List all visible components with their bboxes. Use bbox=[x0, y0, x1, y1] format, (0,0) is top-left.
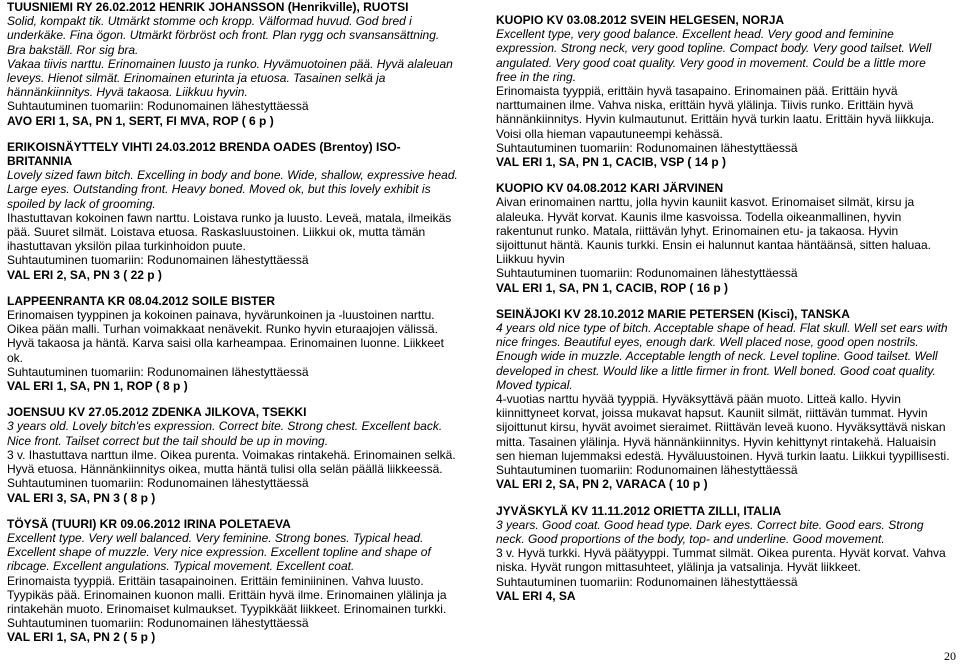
entry-text-line: Voisi olla hieman vapautuneempi kehässä. bbox=[496, 126, 723, 141]
entry-text-line: ihastuttavan yksilön pilaa turkinhoidon puute. bbox=[7, 239, 246, 254]
entry-text-line: free in the ring. bbox=[496, 69, 577, 84]
entry-heading: TUUSNIEMI RY 26.02.2012 HENRIK JOHANSSON (Henrikville), RUOTSI bbox=[7, 0, 409, 14]
entry-text-line: 4-vuotias narttu hyvää tyyppiä. Hyväksyttävä pään muoto. Litteä kallo. Hyvin bbox=[496, 392, 901, 407]
entry-text-line: Oikea pään malli. Turhan voimakkaat nenävekit. Runko hyvin eturaajojen välissä. bbox=[7, 322, 438, 337]
entry-text-line: Excellent type. Very well balanced. Very feminine. Strong bones. Typical head. bbox=[7, 530, 424, 545]
entry-text-line: Large eyes. Outstanding front. Heavy boned. Moved ok, but this lovely exhibit is bbox=[7, 182, 431, 197]
entry-text-line: 3 v. Ihastuttava narttun ilme. Oikea purenta. Voimakas rintakehä. Erinomainen selkä. bbox=[7, 447, 456, 462]
entry-result: VAL ERI 1, SA, PN 1, ROP ( 8 p ) bbox=[7, 379, 188, 394]
entry-result: VAL ERI 4, SA bbox=[496, 588, 576, 603]
entry-temperament: Suhtautuminen tuomariin: Rodunomainen lähestyttäessä bbox=[496, 574, 798, 589]
entry-text-line: pää. Suuret silmät. Loistava etuosa. Raskasluustoinen. Liikkui ok, mutta tämän bbox=[7, 225, 426, 240]
entry-text-line: ok. bbox=[7, 350, 24, 365]
entry-result: AVO ERI 1, SA, PN 1, SERT, FI MVA, ROP ( 6 p ) bbox=[7, 113, 274, 128]
entry-text-line: 3 years. Good coat. Good head type. Dark eyes. Correct bite. Good ears. Strong bbox=[496, 517, 924, 532]
page-number: 20 bbox=[944, 648, 956, 663]
entry-text-line: sen hieman lujemmaksi edestä. Hyväluustoinen. Hyvä turkin laatu. Liikkui tyypillisesti. bbox=[496, 448, 950, 463]
entry-text-line: spoiled by lack of grooming. bbox=[7, 196, 156, 211]
entry-temperament: Suhtautuminen tuomariin: Rodunomainen lähestyttäessä bbox=[496, 140, 798, 155]
entry-result: VAL ERI 2, SA, PN 2, VARACA ( 10 p ) bbox=[496, 477, 708, 492]
entry-temperament: Suhtautuminen tuomariin: Rodunomainen lähestyttäessä bbox=[7, 476, 309, 491]
entry-text-line: Hyvä takaosa ja häntä. Karva saisi olla karheampaa. Erinomainen luonne. Liikkeet bbox=[7, 336, 444, 351]
entry-result: VAL ERI 1, SA, PN 1, CACIB, ROP ( 16 p ) bbox=[496, 280, 729, 295]
entry-text-line: Excellent shape of muzzle. Very nice expression. Excellent topline and shape of bbox=[7, 545, 431, 560]
entry-text-line: underkäke. Fina ögon. Utmärkt förbröst och front. Plan rygg och svansansättning. bbox=[7, 28, 440, 43]
entry-heading: JOENSUU KV 27.05.2012 ZDENKA JILKOVA, TSEKKI bbox=[7, 405, 307, 420]
entry-text-line: neck. Good proportions of the body, top- and underline. Good movement. bbox=[496, 531, 885, 546]
entry-text-line: developed in chest. Would like a little firmer in front. Well boned. Good coat quality. bbox=[496, 363, 936, 378]
entry-text-line: rakentunut runko. Matala, riittävän lyhyt. Erinomainen etu- ja takaosa. Hyvin bbox=[496, 223, 899, 238]
entry-text-line: Moved typical. bbox=[496, 377, 573, 392]
entry-text-line: sijoittunut kirsu, hyvät avoimet sieraimet. Riittävän leveä kuono. Hyväksyttävä niskan bbox=[496, 420, 946, 435]
entry-result: VAL ERI 2, SA, PN 3 ( 22 p ) bbox=[7, 267, 162, 282]
entry-text-line: Lovely sized fawn bitch. Excelling in body and bone. Wide, shallow, expressive head. bbox=[7, 168, 458, 183]
show-entry bbox=[7, 294, 465, 393]
entry-text-line: hännänkiinnitys. Hyvä takaosa. Liikkuu hyvin. bbox=[7, 85, 248, 100]
show-entry bbox=[7, 140, 465, 282]
entry-text-line: alaleuka. Hyvät korvat. Kaunis ilme kasvoissa. Todella oikeanmallinen, hyvin bbox=[496, 209, 902, 224]
entry-text-line: mitta. Tasainen ylälinja. Hyvä hännänkiinnitys. Hyvin kehittynyt rintakehä. Haluaisin bbox=[496, 434, 936, 449]
entry-heading: KUOPIO KV 04.08.2012 KARI JÄRVINEN bbox=[496, 181, 724, 196]
entry-result: VAL ERI 3, SA, PN 3 ( 8 p ) bbox=[7, 490, 156, 505]
show-entry bbox=[496, 13, 958, 169]
entry-text-line: Bra bakställ. Ror sig bra. bbox=[7, 42, 139, 57]
entry-text-line: Excellent type, very good balance. Excellent head. Very good and feminine bbox=[496, 27, 894, 42]
entry-text-line: Nice front. Tailset correct but the tail should be up in moving. bbox=[7, 433, 329, 448]
entry-text-line: 4 years old nice type of bitch. Acceptable shape of head. Flat skull. Well set ears with bbox=[496, 321, 948, 336]
entry-text-line: hännänkiinnitys. Hyvin kulmautunut. Erittäin hyvä turkin laatu. Erittäin hyvä liikkuja. bbox=[496, 112, 935, 127]
entry-heading: TÖYSÄ (TUURI) KR 09.06.2012 IRINA POLETAEVA bbox=[7, 516, 291, 531]
entry-result: VAL ERI 1, SA, PN 2 ( 5 p ) bbox=[7, 630, 156, 645]
entry-result: VAL ERI 1, SA, PN 1, CACIB, VSP ( 14 p ) bbox=[496, 155, 727, 170]
entry-result: BRITANNIA bbox=[7, 154, 73, 169]
entry-text-line: Erinomaista tyyppiä. Erittäin tasapainoinen. Erittäin feminiininen. Vahva luusto. bbox=[7, 573, 424, 588]
entry-text-line: Tyypikäs pää. Erinomainen kuonon malli. Erittäin hyvä ilme. Erinomainen ylälinja ja bbox=[7, 587, 447, 602]
entry-heading: JYVÄSKYLÄ KV 11.11.2012 ORIETTA ZILLI, ITALIA bbox=[496, 503, 782, 518]
entry-text-line: Enough wide in muzzle. Acceptable length of neck. Level topline. Good tailset. Well bbox=[496, 349, 938, 364]
entry-heading: SEINÄJOKI KV 28.10.2012 MARIE PETERSEN (Kisci), TANSKA bbox=[496, 306, 850, 321]
entry-text-line: Ihastuttavan kokoinen fawn narttu. Loistava runko ja luusto. Leveä, matala, ilmeikäs bbox=[7, 210, 452, 225]
right-column bbox=[496, 13, 958, 615]
entry-text-line: Hyvä etuosa. Hännänkiinnitys oikea, mutta häntä tulisi olla selän päällä liikkeessä. bbox=[7, 462, 443, 477]
entry-text-line: rintakehän muoto. Erinomaiset kulmaukset. Tyypikkäät liikkeet. Erinomainen turkki. bbox=[7, 601, 447, 616]
left-column bbox=[7, 0, 465, 657]
entry-text-line: niska. Hyvät rungon mittasuhteet, ylälinja ja vatsalinja. Hyvät liikkeet. bbox=[496, 560, 861, 575]
entry-text-line: angulated. Very good coat quality. Very good in movement. Could be a little more bbox=[496, 55, 926, 70]
entry-temperament: Suhtautuminen tuomariin: Rodunomainen lähestyttäessä bbox=[496, 463, 798, 478]
entry-temperament: Suhtautuminen tuomariin: Rodunomainen lähestyttäessä bbox=[7, 99, 309, 114]
entry-text-line: kiinnittyneet korvat, joissa mukavat hapsut. Kauniit silmät, riittävän tummat. Hyvin bbox=[496, 406, 928, 421]
entry-text-line: ribcage. Excellent angulations. Typical movement. Excellent coat. bbox=[7, 559, 355, 574]
entry-text-line: leveys. Hienot silmät. Erinomainen eturinta ja etuosa. Tasainen selkä ja bbox=[7, 71, 386, 86]
entry-heading: LAPPEENRANTA KR 08.04.2012 SOILE BISTER bbox=[7, 293, 276, 308]
entry-text-line: Aivan erinomainen narttu, jolla hyvin kauniit kasvot. Erinomaiset silmät, kirsu ja bbox=[496, 195, 915, 210]
show-entry bbox=[7, 405, 465, 504]
entry-heading: ERIKOISNÄYTTELY VIHTI 24.03.2012 BRENDA OADES (Brentoy) ISO- bbox=[7, 139, 401, 154]
entry-text-line: expression. Strong neck, very good topline. Compact body. Very good tailset. Well bbox=[496, 41, 932, 56]
entry-text-line: nice fringes. Beautiful eyes, enough dark. Well placed nose, good open nostrils. bbox=[496, 335, 919, 350]
entry-text-line: sijoittunut häntä. Kaunis turkki. Ensin ei halunnut kantaa häntäänsä, sitten haluaa. bbox=[496, 238, 931, 253]
entry-text-line: narttumainen ilme. Vahva niska, erittäin hyvä ylälinja. Tiivis runko. Erittäin hyvä bbox=[496, 98, 914, 113]
show-entry bbox=[496, 181, 958, 295]
entry-text-line: Vakaa tiivis narttu. Erinomainen luusto ja runko. Hyvämuotoinen pää. Hyvä alaleuan bbox=[7, 56, 453, 71]
entry-text-line: Solid, kompakt tik. Utmärkt stomme och kropp. Välformad huvud. God bred i bbox=[7, 14, 412, 29]
show-entry bbox=[496, 504, 958, 603]
entry-text-line: 3 v. Hyvä turkki. Hyvä päätyyppi. Tummat silmät. Oikea purenta. Hyvät korvat. Vahva bbox=[496, 546, 946, 561]
show-entry bbox=[496, 307, 958, 492]
entry-text-line: 3 years old. Lovely bitch'es expression. Correct bite. Strong chest. Excellent back. bbox=[7, 419, 443, 434]
entry-temperament: Suhtautuminen tuomariin: Rodunomainen lähestyttäessä bbox=[7, 253, 309, 268]
entry-text-line: Erinomaisen tyyppinen ja kokoinen painava, hyvärunkoinen ja -luustoinen narttu. bbox=[7, 308, 435, 323]
entry-heading: KUOPIO KV 03.08.2012 SVEIN HELGESEN, NORJA bbox=[496, 13, 785, 27]
entry-text-line: Erinomaista tyyppiä, erittäin hyvä tasapaino. Erinomainen pää. Erittäin hyvä bbox=[496, 84, 898, 99]
show-entry bbox=[7, 517, 465, 645]
entry-temperament: Suhtautuminen tuomariin: Rodunomainen lähestyttäessä bbox=[7, 364, 309, 379]
entry-temperament: Suhtautuminen tuomariin: Rodunomainen lähestyttäessä bbox=[496, 266, 798, 281]
show-entry bbox=[7, 0, 465, 128]
entry-temperament: Suhtautuminen tuomariin: Rodunomainen lähestyttäessä bbox=[7, 616, 309, 631]
entry-text-line: Liikkuu hyvin bbox=[496, 252, 565, 267]
